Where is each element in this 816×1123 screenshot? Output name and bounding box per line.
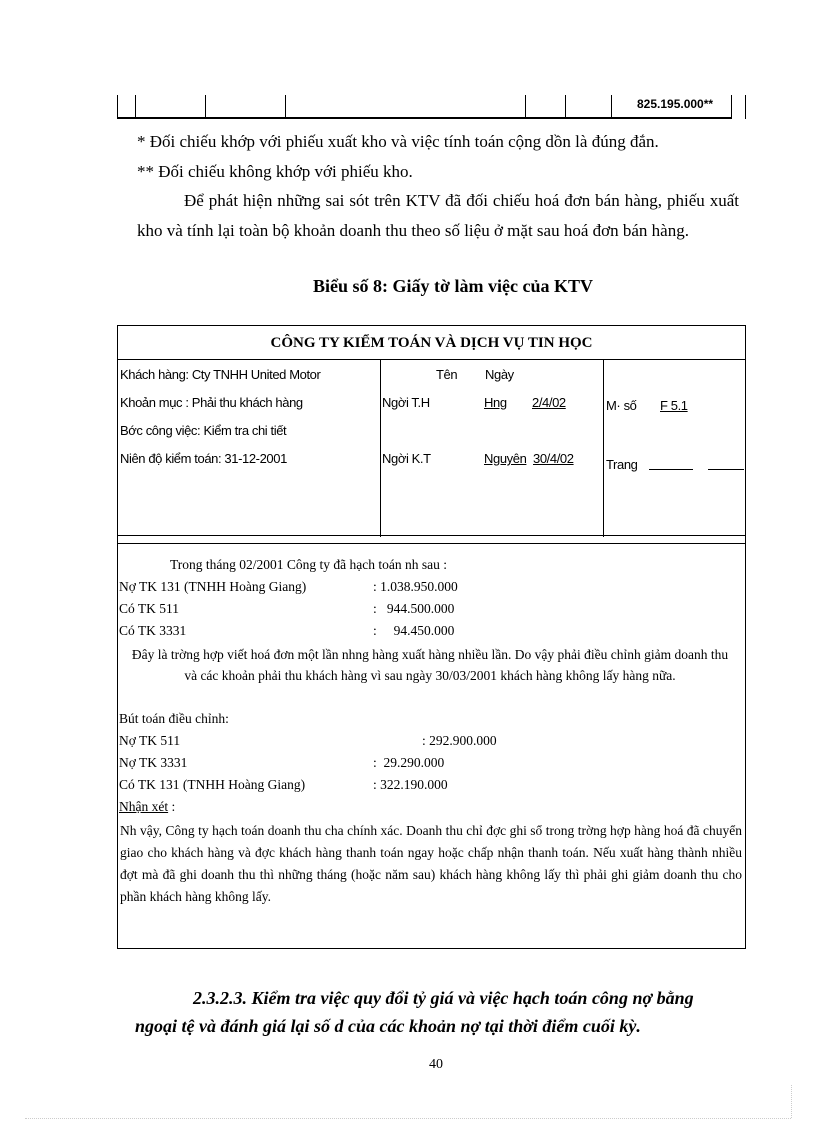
preparer-label: Ngời T.H (382, 395, 430, 410)
entry-3-account: Có TK 3331 (119, 623, 187, 638)
adjust-1-account: Nợ TK 511 (119, 733, 181, 748)
table-title: Biểu số 8: Giấy tờ làm việc của KTV (313, 276, 593, 296)
work-step-label: Bớc công việc: Kiểm tra chi tiết (120, 423, 287, 438)
remark-text: Nh vậy, Công ty hạch toán doanh thu cha chính xác. Doanh thu chỉ đợc ghi sổ trong trờng hợp hàng hoá đã chuyển giao cho khách hàng và đợc khách hàng thanh toán ngay hoặc chấp nhận thanh toán. Nếu xuất hàng thành nhiều đợt mà đã ghi doanh thu thì những tháng (hoặc năm sau) khách hàng không lấy thì phải ghi giảm doanh thu cho phần khách hàng không lấy. (120, 823, 742, 904)
adjust-2-amount: : 29.290.000 (373, 755, 445, 770)
section-heading: 2.3.2.3. Kiểm tra việc quy đổi tỷ giá và việc hạch toán công nợ bằng ngoại tệ và đánh giá lại số d của các khoản nợ tại thời điểm cuối kỳ. (135, 988, 694, 1036)
remark-title: Nhận xét : (119, 799, 176, 814)
intro-paragraph: Để phát hiện những sai sót trên KTV đã đối chiếu hoá đơn bán hàng, phiếu xuất kho và tính lại toàn bộ khoản doanh thu theo số liệu ở mặt sau hoá đơn bán hàng. (137, 191, 739, 240)
reference-label: M· số (606, 398, 637, 413)
adjust-3-amount: : 322.190.000 (373, 777, 448, 792)
top-table-fragment (117, 95, 747, 119)
page-number: 40 (429, 1057, 443, 1072)
audit-period-label: Niên độ kiểm toán: 31-12-2001 (120, 451, 287, 466)
entry-2-amount: : 944.500.000 (373, 601, 455, 616)
entry-2-account: Có TK 511 (119, 601, 180, 616)
reviewer-date: 30/4/02 (533, 451, 574, 466)
adjust-1-amount: : 292.900.000 (422, 733, 497, 748)
body-intro-line: Trong tháng 02/2001 Công ty đã hạch toán nh sau : (170, 557, 447, 572)
reviewer-name: Nguyên (484, 451, 527, 466)
preparer-name: Hng (484, 395, 507, 410)
col-name-header: Tên (436, 367, 458, 382)
adjust-2-account: Nợ TK 3331 (119, 755, 188, 770)
explanation-text: Đây là trờng hợp viết hoá đơn một lần nhng hàng xuất hàng nhiều lần. Do vậy phải điều chỉnh giảm doanh thu và các khoản phải thu khách hàng vì sau ngày 30/03/2001 khách hàng không lấy hàng nữa. (131, 647, 729, 683)
entry-1-account: Nợ TK 131 (TNHH Hoàng Giang) (119, 579, 307, 594)
account-label: Khoản mục : Phải thu khách hàng (120, 395, 303, 410)
reference-value: F 5.1 (660, 398, 688, 413)
client-label: Khách hàng: Cty TNHH United Motor (120, 367, 321, 382)
entry-3-amount: : 94.450.000 (373, 623, 455, 638)
adjust-3-account: Có TK 131 (TNHH Hoàng Giang) (119, 777, 306, 792)
col-date-header: Ngày (485, 367, 514, 382)
note-1: * Đối chiếu khớp với phiếu xuất kho và việc tính toán cộng dồn là đúng đắn. (137, 132, 659, 151)
adjustment-title: Bút toán điều chỉnh: (119, 711, 229, 726)
working-paper (117, 325, 746, 949)
total-amount: 825.195.000** (637, 97, 714, 111)
page-label: Trang (606, 457, 638, 472)
entry-1-amount: : 1.038.950.000 (373, 579, 458, 594)
note-2: ** Đối chiếu không khớp với phiếu kho. (137, 162, 413, 181)
preparer-date: 2/4/02 (532, 395, 566, 410)
reviewer-label: Ngời K.T (382, 451, 431, 466)
company-name: CÔNG TY KIỂM TOÁN VÀ DỊCH VỤ TIN HỌC (270, 335, 593, 351)
